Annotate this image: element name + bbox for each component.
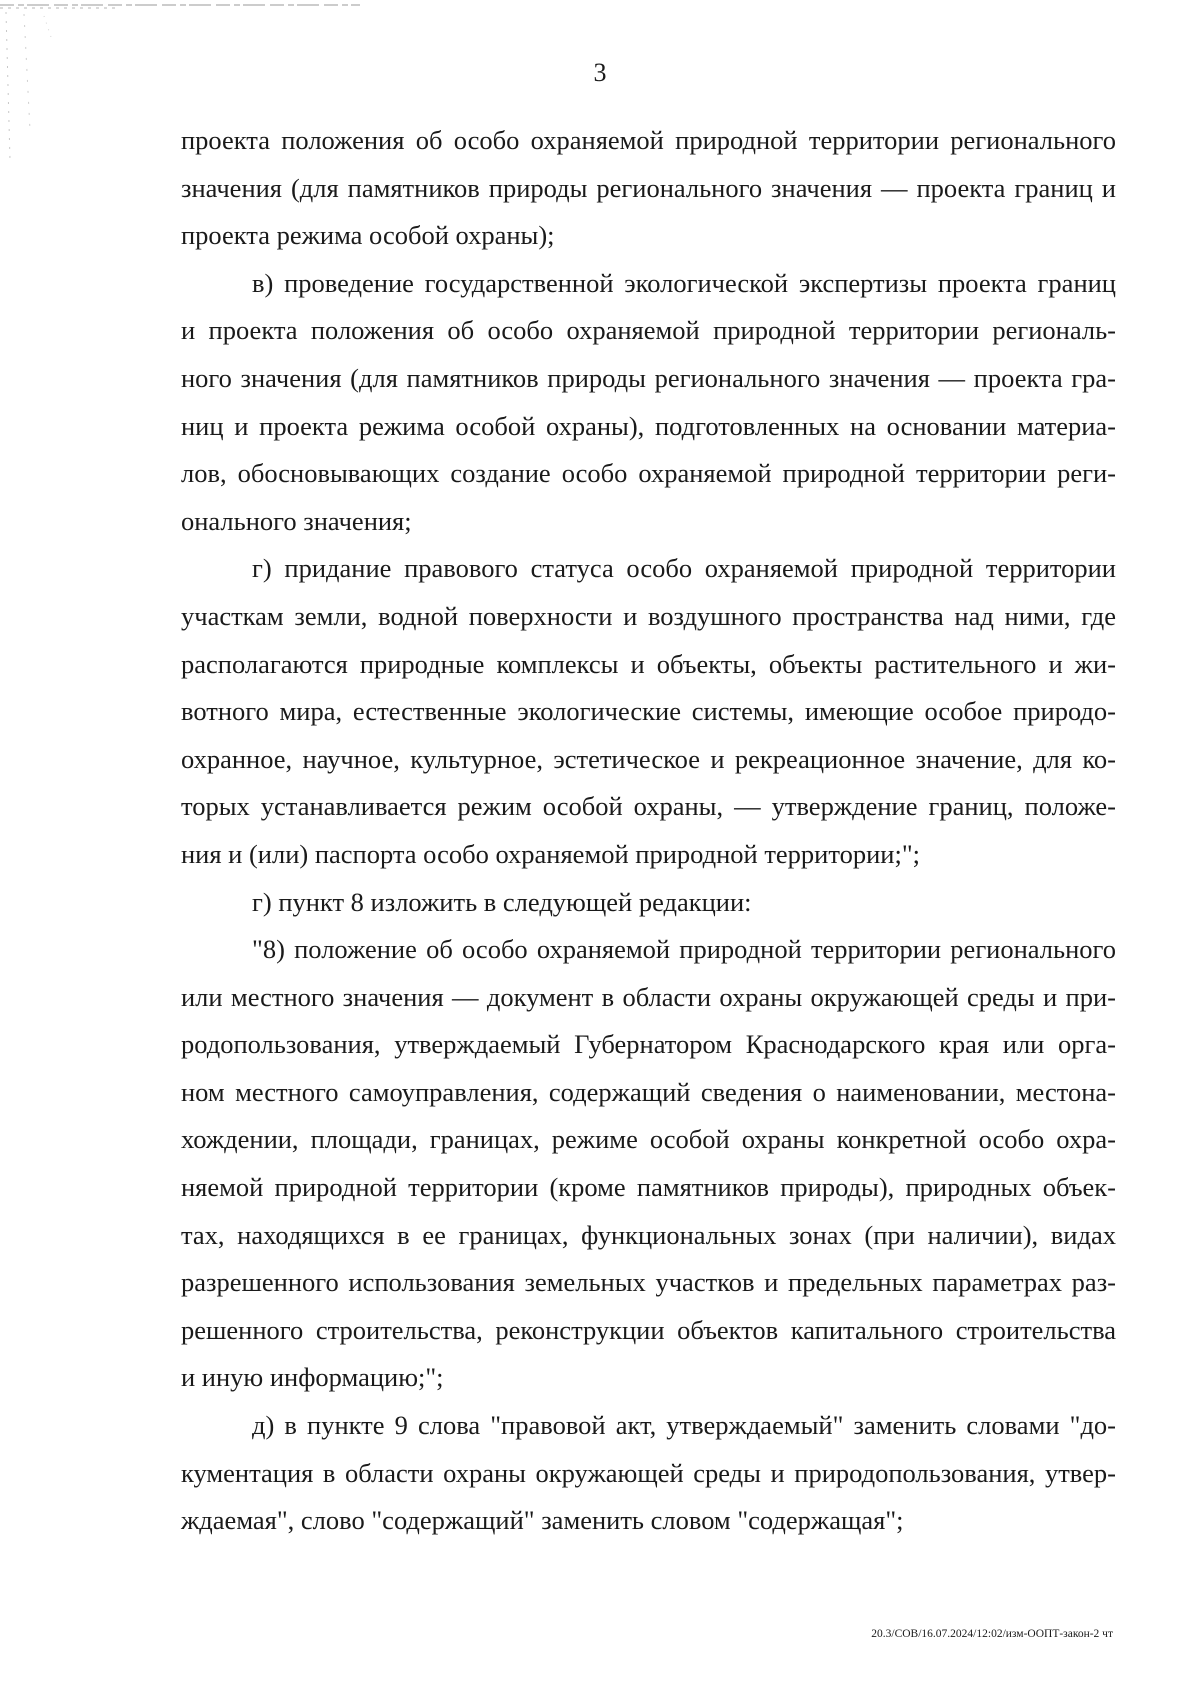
text-line: в) проведение государственной экологической экспертизы проекта границ	[252, 267, 1116, 298]
text-line: "8) положение об особо охраняемой природной территории регионального	[252, 934, 1116, 965]
text-line: кументация в области охраны окружающей среды и природопользования, утвер-	[181, 1457, 1116, 1488]
text-line: родопользования, утверждаемый Губернатором Краснодарского края или орга-	[181, 1029, 1116, 1060]
text-line: и проекта положения об особо охраняемой природной территории региональ-	[181, 315, 1116, 346]
text-line: д) в пункте 9 слова "правовой акт, утверждаемый" заменить словами "до-	[252, 1410, 1116, 1441]
text-line: няемой природной территории (кроме памятников природы), природных объек-	[181, 1172, 1116, 1203]
page-number: 3	[593, 58, 607, 87]
text-line: проекта положения об особо охраняемой природной территории регионального	[181, 125, 1116, 155]
text-line: ниц и проекта режима особой охраны), подготовленных на основании материа-	[181, 410, 1116, 441]
text-line: хождении, площади, границах, режиме особой охраны конкретной особо охра-	[181, 1124, 1116, 1155]
text-line: онального значения;	[181, 505, 412, 536]
text-line: торых устанавливается режим особой охраны, — утверждение границ, положе-	[181, 791, 1116, 822]
body-text	[181, 117, 1116, 1545]
text-line: ждаемая", слово "содержащий" заменить словом "содержащая";	[181, 1505, 904, 1536]
document-footer-code: 20.3/СОВ/16.07.2024/12:02/изм-ООПТ-закон-2 чт	[871, 1628, 1113, 1640]
text-line: ния и (или) паспорта особо охраняемой природной территории;";	[181, 838, 920, 869]
text-line: вотного мира, естественные экологические системы, имеющие особое природо-	[181, 696, 1116, 727]
text-line: разрешенного использования земельных участков и предельных параметрах раз-	[181, 1267, 1116, 1298]
text-line: лов, обосновывающих создание особо охраняемой природной территории реги-	[181, 458, 1116, 489]
text-line: и иную информацию;";	[181, 1362, 444, 1393]
text-line: ного значения (для памятников природы регионального значения — проекта гра-	[181, 362, 1116, 393]
text-line: или местного значения — документ в области охраны окружающей среды и при-	[181, 981, 1116, 1012]
text-line: охранное, научное, культурное, эстетическое и рекреационное значение, для ко-	[181, 743, 1116, 774]
text-line: г) пункт 8 изложить в следующей редакции:	[252, 886, 752, 917]
text-line: располагаются природные комплексы и объекты, объекты растительного и жи-	[181, 648, 1116, 679]
text-line: г) придание правового статуса особо охраняемой природной территории	[252, 553, 1116, 584]
text-line: проекта режима особой охраны);	[181, 220, 555, 251]
text-line: значения (для памятников природы регионального значения — проекта границ и	[181, 172, 1116, 203]
text-line: решенного строительства, реконструкции объектов капитального строительства	[181, 1314, 1116, 1345]
text-line: участкам земли, водной поверхности и воздушного пространства над ними, где	[181, 600, 1116, 631]
text-line: ном местного самоуправления, содержащий сведения о наименовании, местона-	[181, 1076, 1116, 1107]
text-line: тах, находящихся в ее границах, функциональных зонах (при наличии), видах	[181, 1219, 1116, 1250]
